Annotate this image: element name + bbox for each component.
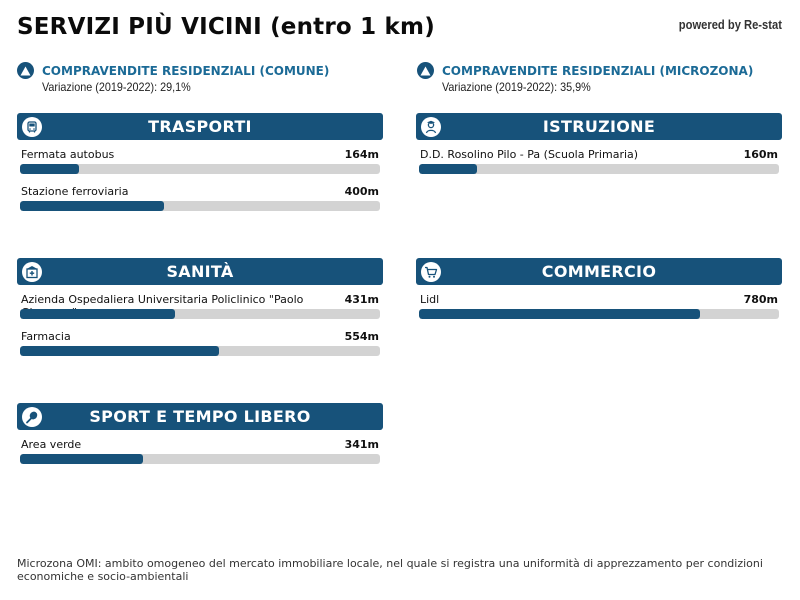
service-item [20,293,380,322]
tennis-racket-icon [22,407,42,427]
service-name: D.D. Rosolino Pilo - Pa (Scuola Primaria) [420,148,639,161]
distance-bar-fill [20,454,143,464]
distance-bar [20,201,380,211]
category-title: SPORT E TEMPO LIBERO [89,407,311,426]
service-name: Farmacia [21,330,71,343]
service-distance: 554m [344,330,379,343]
distance-bar [20,346,380,356]
service-distance: 431m [344,293,379,306]
service-item [20,330,380,359]
service-distance: 164m [344,148,379,161]
category-istruzione [416,113,782,177]
service-name: Lidl [420,293,440,306]
stat-variation: Variazione (2019-2022): 29,1% [42,80,191,94]
service-name: Area verde [21,438,82,451]
service-item [20,148,380,177]
distance-bar-fill [419,164,477,174]
service-item [419,293,779,322]
footnote: Microzona OMI: ambito omogeneo del mercato immobiliare locale, nel quale si registra una uniformità di apprezzamento per condizioni economiche e socio-ambientali [17,557,763,583]
category-title: COMMERCIO [541,262,657,281]
category-header [416,258,782,285]
service-distance: 780m [743,293,778,306]
distance-bar [20,454,380,464]
category-title: SANITÀ [166,262,234,281]
category-header [17,403,383,430]
distance-bar [419,164,779,174]
distance-bar-fill [419,309,700,319]
stat-label: COMPRAVENDITE RESIDENZIALI (MICROZONA) [442,63,754,78]
service-name: Fermata autobus [21,148,115,161]
stat-variation: Variazione (2019-2022): 35,9% [442,80,591,94]
up-triangle-icon [417,62,434,79]
distance-bar [20,309,380,319]
category-commercio [416,258,782,322]
bus-icon [22,117,42,137]
service-name: Azienda Ospedaliera Universitaria Policlinico "Paolo [21,293,304,306]
category-trasporti [17,113,383,214]
stat-comune [17,62,377,94]
hospital-icon [22,262,42,282]
shopping-cart-icon [421,262,441,282]
service-distance: 160m [743,148,778,161]
category-header [17,258,383,285]
service-distance: 341m [344,438,379,451]
distance-bar-fill [20,309,175,319]
distance-bar-fill [20,346,219,356]
service-item [419,148,779,177]
service-item [20,185,380,214]
page-title: SERVIZI PIÙ VICINI (entro 1 km) [17,14,435,40]
category-header [416,113,782,140]
category-sanita [17,258,383,359]
student-icon [421,117,441,137]
distance-bar-fill [20,201,164,211]
powered-by-logo: powered by Re-stat [678,17,782,32]
service-name: Stazione ferroviaria [21,185,129,198]
category-sport [17,403,383,467]
category-header [17,113,383,140]
up-triangle-icon [17,62,34,79]
category-title: ISTRUZIONE [542,117,656,136]
distance-bar-fill [20,164,79,174]
service-item [20,438,380,467]
stat-label: COMPRAVENDITE RESIDENZIALI (COMUNE) [42,63,330,78]
category-title: TRASPORTI [148,117,252,136]
distance-bar [20,164,380,174]
service-distance: 400m [344,185,379,198]
distance-bar [419,309,779,319]
stat-microzona [417,62,777,94]
